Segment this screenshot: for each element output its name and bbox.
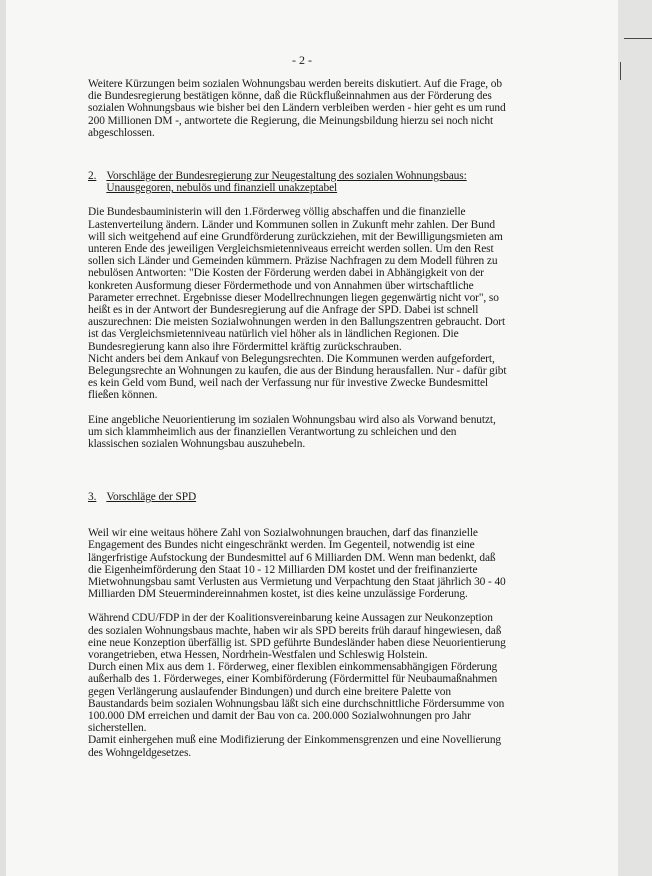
scan-right-margin <box>618 0 652 876</box>
section-2-heading <box>88 170 508 194</box>
section-3 <box>88 491 508 759</box>
section-2-number: 2. <box>88 170 97 182</box>
spacer <box>88 600 508 612</box>
section-3-paragraph-2: Während CDU/FDP in der der Koalitionsvereinbarung keine Aussagen zur Neukonzeption des sozialen Wohnungsbaus machte, haben wir als SPD bereits früh darauf hingewiesen, daß eine neue Konzeption überfällig ist. SPD geführte Bundesländer haben diese Neuorientierung vorangetrieben, etwa Hessen, Nordrhein-Westfalen und Schleswig Holstein. <box>88 612 506 662</box>
intro-block <box>88 78 508 139</box>
scan-artifact-mark <box>620 62 621 80</box>
section-2 <box>88 170 508 450</box>
page-number: - 2 - <box>292 53 312 67</box>
spacer <box>88 503 508 527</box>
section-2-title: Vorschläge der Bundesregierung zur Neugestaltung des sozialen Wohnungsbaus: Unausgegoren, nebulös und finanziell unakzeptabel <box>106 170 467 195</box>
section-3-number: 3. <box>88 491 97 503</box>
intro-paragraph: Weitere Kürzungen beim sozialen Wohnungsbau werden bereits diskutiert. Auf die Frage, ob die Bundesregierung bestätigen könne, daß die Rückflußeinnahmen aus der Förderung des sozialen Wohnungsbaus wie bisher bei den Ländern verbleiben werden - hier geht es um rund 200 Millionen DM -, antwortete die Regierung, die Meinungsbildung hierzu sei noch nicht abgeschlossen. <box>88 78 506 139</box>
section-3-paragraph-3: Durch einen Mix aus dem 1. Förderweg, einer flexiblen einkommensabhängigen Förderung außerhalb des 1. Förderweges, einer Kombiförderung (Fördermittel für Neubaumaßnahmen gegen Verlängerung auslaufender Bindungen) und durch eine breitere Palette von Baustandards beim sozialen Wohnungsbau läßt sich eine durchschnittliche Fördersumme von 100.000 DM erreichen und damit der Bau von ca. 200.000 Sozialwohnungen pro Jahr sicherstellen. <box>88 661 505 735</box>
section-3-paragraph-4: Damit einhergehen muß eine Modifizierung der Einkommensgrenzen und eine Novellierung des Wohngeldgesetzes. <box>88 734 502 759</box>
section-3-title: Vorschläge der SPD <box>106 491 197 503</box>
spacer <box>88 402 508 414</box>
scan-artifact-line <box>624 38 652 39</box>
spacer <box>88 194 508 206</box>
section-3-heading <box>88 491 508 503</box>
section-3-paragraph-1: Weil wir eine weitaus höhere Zahl von Sozialwohnungen brauchen, darf das finanzielle Engagement des Bundes nicht eingeschränkt werden. Im Gegenteil, notwendig ist eine längerfristige Aufstockung der Bundesmittel auf 6 Milliarden DM. Wenn man bedenkt, daß die Eigenheimförderung den Staat 10 - 12 Milliarden DM kostet und der freifinanzierte Mietwohnungsbau samt Verlusten aus Vermietung und Verpachtung den Staat jährlich 30 - 40 Milliarden DM Steuermindereinnahmen kostet, ist dies keine unzulässige Forderung. <box>88 527 506 601</box>
section-2-paragraph-3: Eine angebliche Neuorientierung im sozialen Wohnungsbau wird also als Vorwand benutzt, um sich klammheimlich aus der finanziellen Verantwortung zu schleichen und den klassischen sozialen Wohnungsbau auszuhebeln. <box>88 413 496 451</box>
section-2-paragraph-2: Nicht anders bei dem Ankauf von Belegungsrechten. Die Kommunen werden aufgefordert, Belegungsrechte an Wohnungen zu kaufen, die aus der Bindung herausfallen. Nur - dafür gibt es kein Geld vom Bund, weil nach der Verfassung nur für investive Zwecke Bundesmittel fließen können. <box>88 352 507 402</box>
section-2-paragraph-1: Die Bundesbauministerin will den 1.Förderweg völlig abschaffen und die finanzielle Lastenverteilung ändern. Länder und Kommunen sollen in Zukunft mehr zahlen. Der Bund will sich weitgehend auf eine Grundförderung zurückziehen, mit der Bewilligungsmieten am unteren Ende des jeweiligen Vergleichsmietenniveaus erreicht werden sollen. Um den Rest sollen sich Länder und Gemeinden kümmern. Präzise Nachfragen zu dem Modell führen zu nebulösen Antworten: "Die Kosten der Förderung werden dabei in Abhängigkeit von der konkreten Ausformung dieser Fördermethode und von Annahmen über wirtschaftliche Parameter errechnet. Ergebnisse dieser Modellrechnungen liegen gegenwärtig nicht vor", so heißt es in der Antwort der Bundesregierung auf die Anfrage der SPD. Dabei ist schnell auszurechnen: Die meisten Sozialwohnungen werden in den Ballungszentren gebraucht. Dort ist das Vergleichsmietenniveau natürlich viel höher als in ländlichen Regionen. Die Bundesregierung kann also ihre Fördermittel kräftig zurückschrauben. <box>88 206 506 353</box>
